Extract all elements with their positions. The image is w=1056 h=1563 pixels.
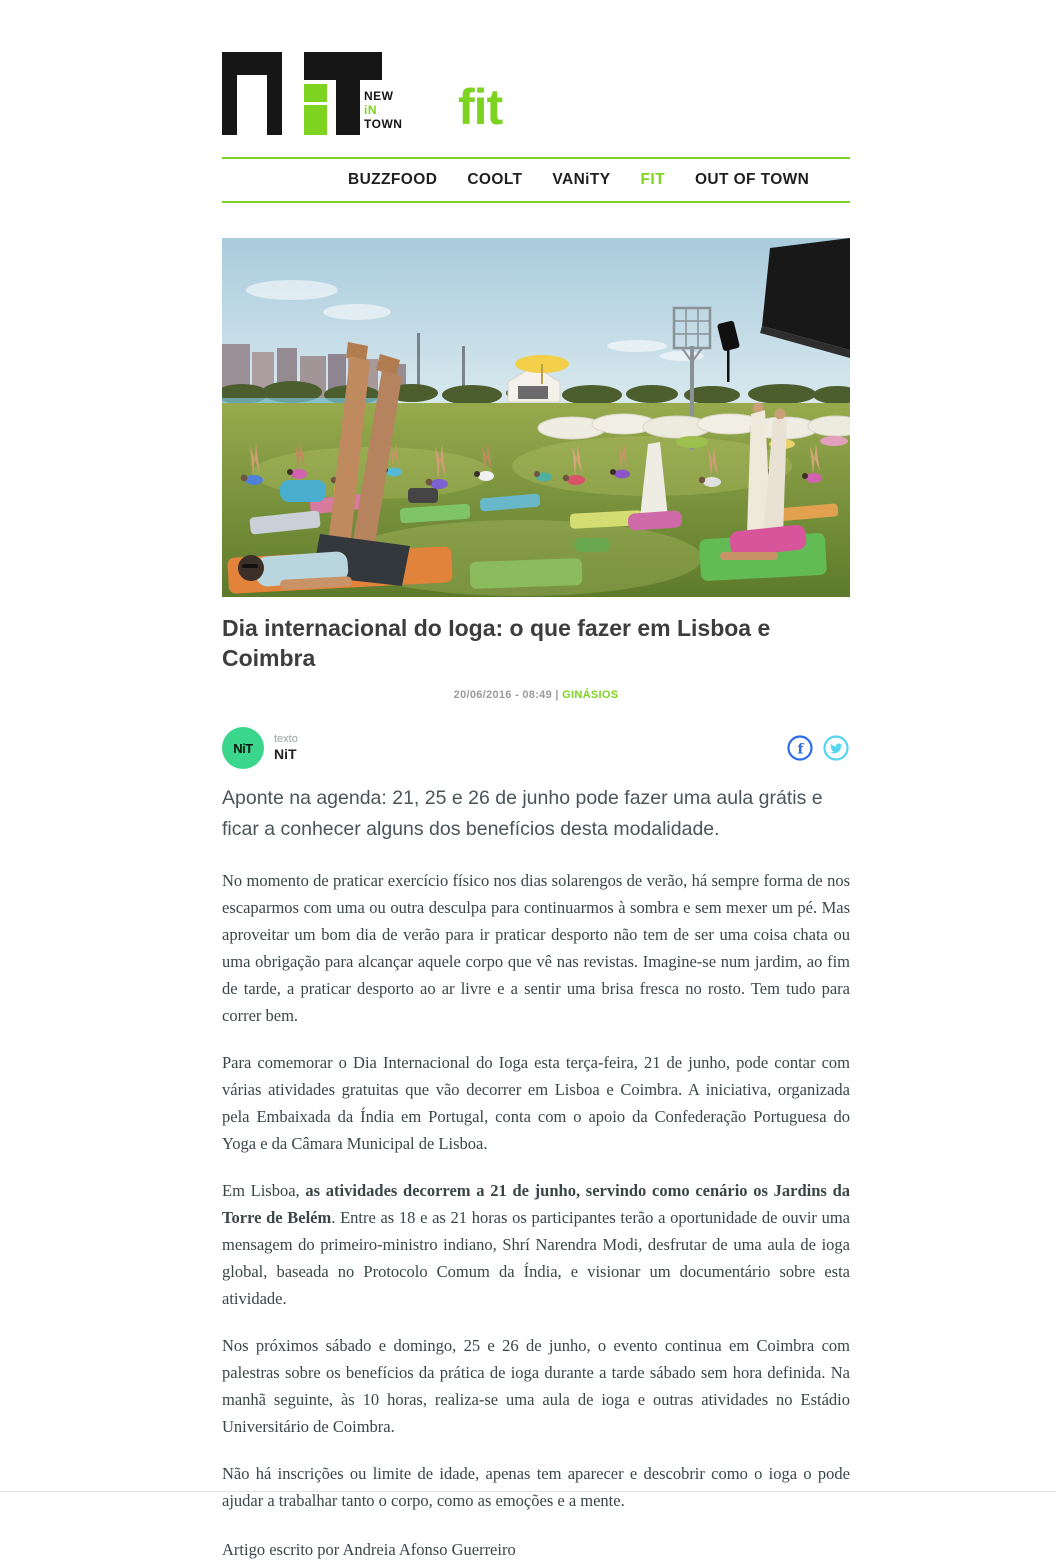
section-fit-logo[interactable]: fit <box>458 79 503 135</box>
logo-letter-t-bar <box>304 52 382 80</box>
masthead <box>222 0 850 157</box>
main-nav <box>222 157 850 203</box>
article-paragraph: Para comemorar o Dia Internacional do Ioga esta terça-feira, 21 de junho, pode contar com várias atividades gratuitas que vão decorrer em Lisboa e Coimbra. A iniciativa, organizada pela Embaixada da Índia em Portugal, conta com o apoio da Confederação Portuguesa do Yoga e da Câmara Municipal de Lisboa. <box>222 1053 850 1153</box>
svg-text:f: f <box>797 741 804 758</box>
share-buttons <box>786 734 850 762</box>
article-paragraph: Em Lisboa, as atividades decorrem a 21 de junho, servindo como cenário os Jardins da Torre de Belém. Entre as 18 e as 21 horas os participantes terão a oportunidade de ouvir uma mensagem do primeiro-ministro indiano, Shrí Narendra Modi, desfrutar de uma aula de ioga global, baseada no Protocolo Comum da Índia, e visionar um documentário sobre esta atividade. <box>222 1181 851 1308</box>
author-avatar[interactable] <box>222 727 264 769</box>
article-paragraph: Nos próximos sábado e domingo, 25 e 26 de junho, o evento continua em Coimbra com palestras sobre os benefícios da prática de ioga durante a tarde sábado sem hora definida. Na manhã seguinte, às 10 horas, realiza-se uma aula de ioga e outras atividades no Estádio Universitário de Coimbra. <box>222 1336 850 1436</box>
logo-letter-i-body <box>304 105 327 135</box>
nav-item-vanity[interactable]: VANiTY <box>552 171 611 188</box>
nav-item-buzzfood[interactable]: BUZZFOOD <box>348 171 438 188</box>
article-title: Dia internacional do Ioga: o que fazer em Lisboa e Coimbra <box>222 615 771 671</box>
logo-tagline: NEW iN TOWN <box>364 89 403 131</box>
author-label: texto <box>274 733 298 745</box>
nav-item-out-of-town[interactable]: OUT OF TOWN <box>694 171 810 188</box>
logo-letter-i-dot <box>304 84 327 102</box>
nit-logo[interactable] <box>222 52 414 136</box>
category-link[interactable]: GINÁSIOS <box>562 689 619 701</box>
article-meta <box>222 689 850 701</box>
page-content <box>222 0 850 1563</box>
article-paragraph: No momento de praticar exercício físico nos dias solarengos de verão, há sempre forma de nos escaparmos com uma ou outra desculpa para continuarmos à sombra e sem mexer um pé. Mas aproveitar um bom dia de verão para ir praticar desporto não tem de ser uma coisa chata ou uma obrigação para alcançar aquele corpo que vê nas revistas. Imagine-se num jardim, ao fim de tarde, a praticar desporto ao ar livre e a sentir uma brisa fresca no rosto. Tem tudo para correr bem. <box>222 871 850 1025</box>
article-date: 20/06/2016 - 08:49 <box>453 689 553 701</box>
yoga-event-illustration <box>222 238 850 597</box>
byline-text <box>274 733 298 763</box>
facebook-share-icon[interactable] <box>786 734 814 762</box>
nav-item-coolt[interactable]: COOLT <box>467 171 523 188</box>
page-bottom-divider <box>0 1491 1056 1492</box>
logo-letter-t-stem <box>336 80 360 135</box>
meta-separator: | <box>555 689 559 701</box>
article-paragraph: Não há inscrições ou limite de idade, apenas tem aparecer e descobrir como o ioga o pode ajudar a trabalhar tanto o corpo, como as emoções e a mente. <box>222 1464 850 1510</box>
logo-letter-n <box>222 52 282 135</box>
article-hero-photo <box>222 238 850 597</box>
article-credit: Artigo escrito por Andreia Afonso Guerreiro <box>222 1540 516 1559</box>
byline <box>222 727 850 769</box>
avatar-logo-text: NiT <box>233 740 253 756</box>
article-body <box>222 867 850 1514</box>
nav-item-fit[interactable]: FIT <box>640 171 665 188</box>
article-lead: Aponte na agenda: 21, 25 e 26 de junho pode fazer uma aula grátis e ficar a conhecer alguns dos benefícios desta modalidade. <box>222 787 823 840</box>
author-name: NiT <box>274 746 297 762</box>
twitter-share-icon[interactable] <box>822 734 850 762</box>
